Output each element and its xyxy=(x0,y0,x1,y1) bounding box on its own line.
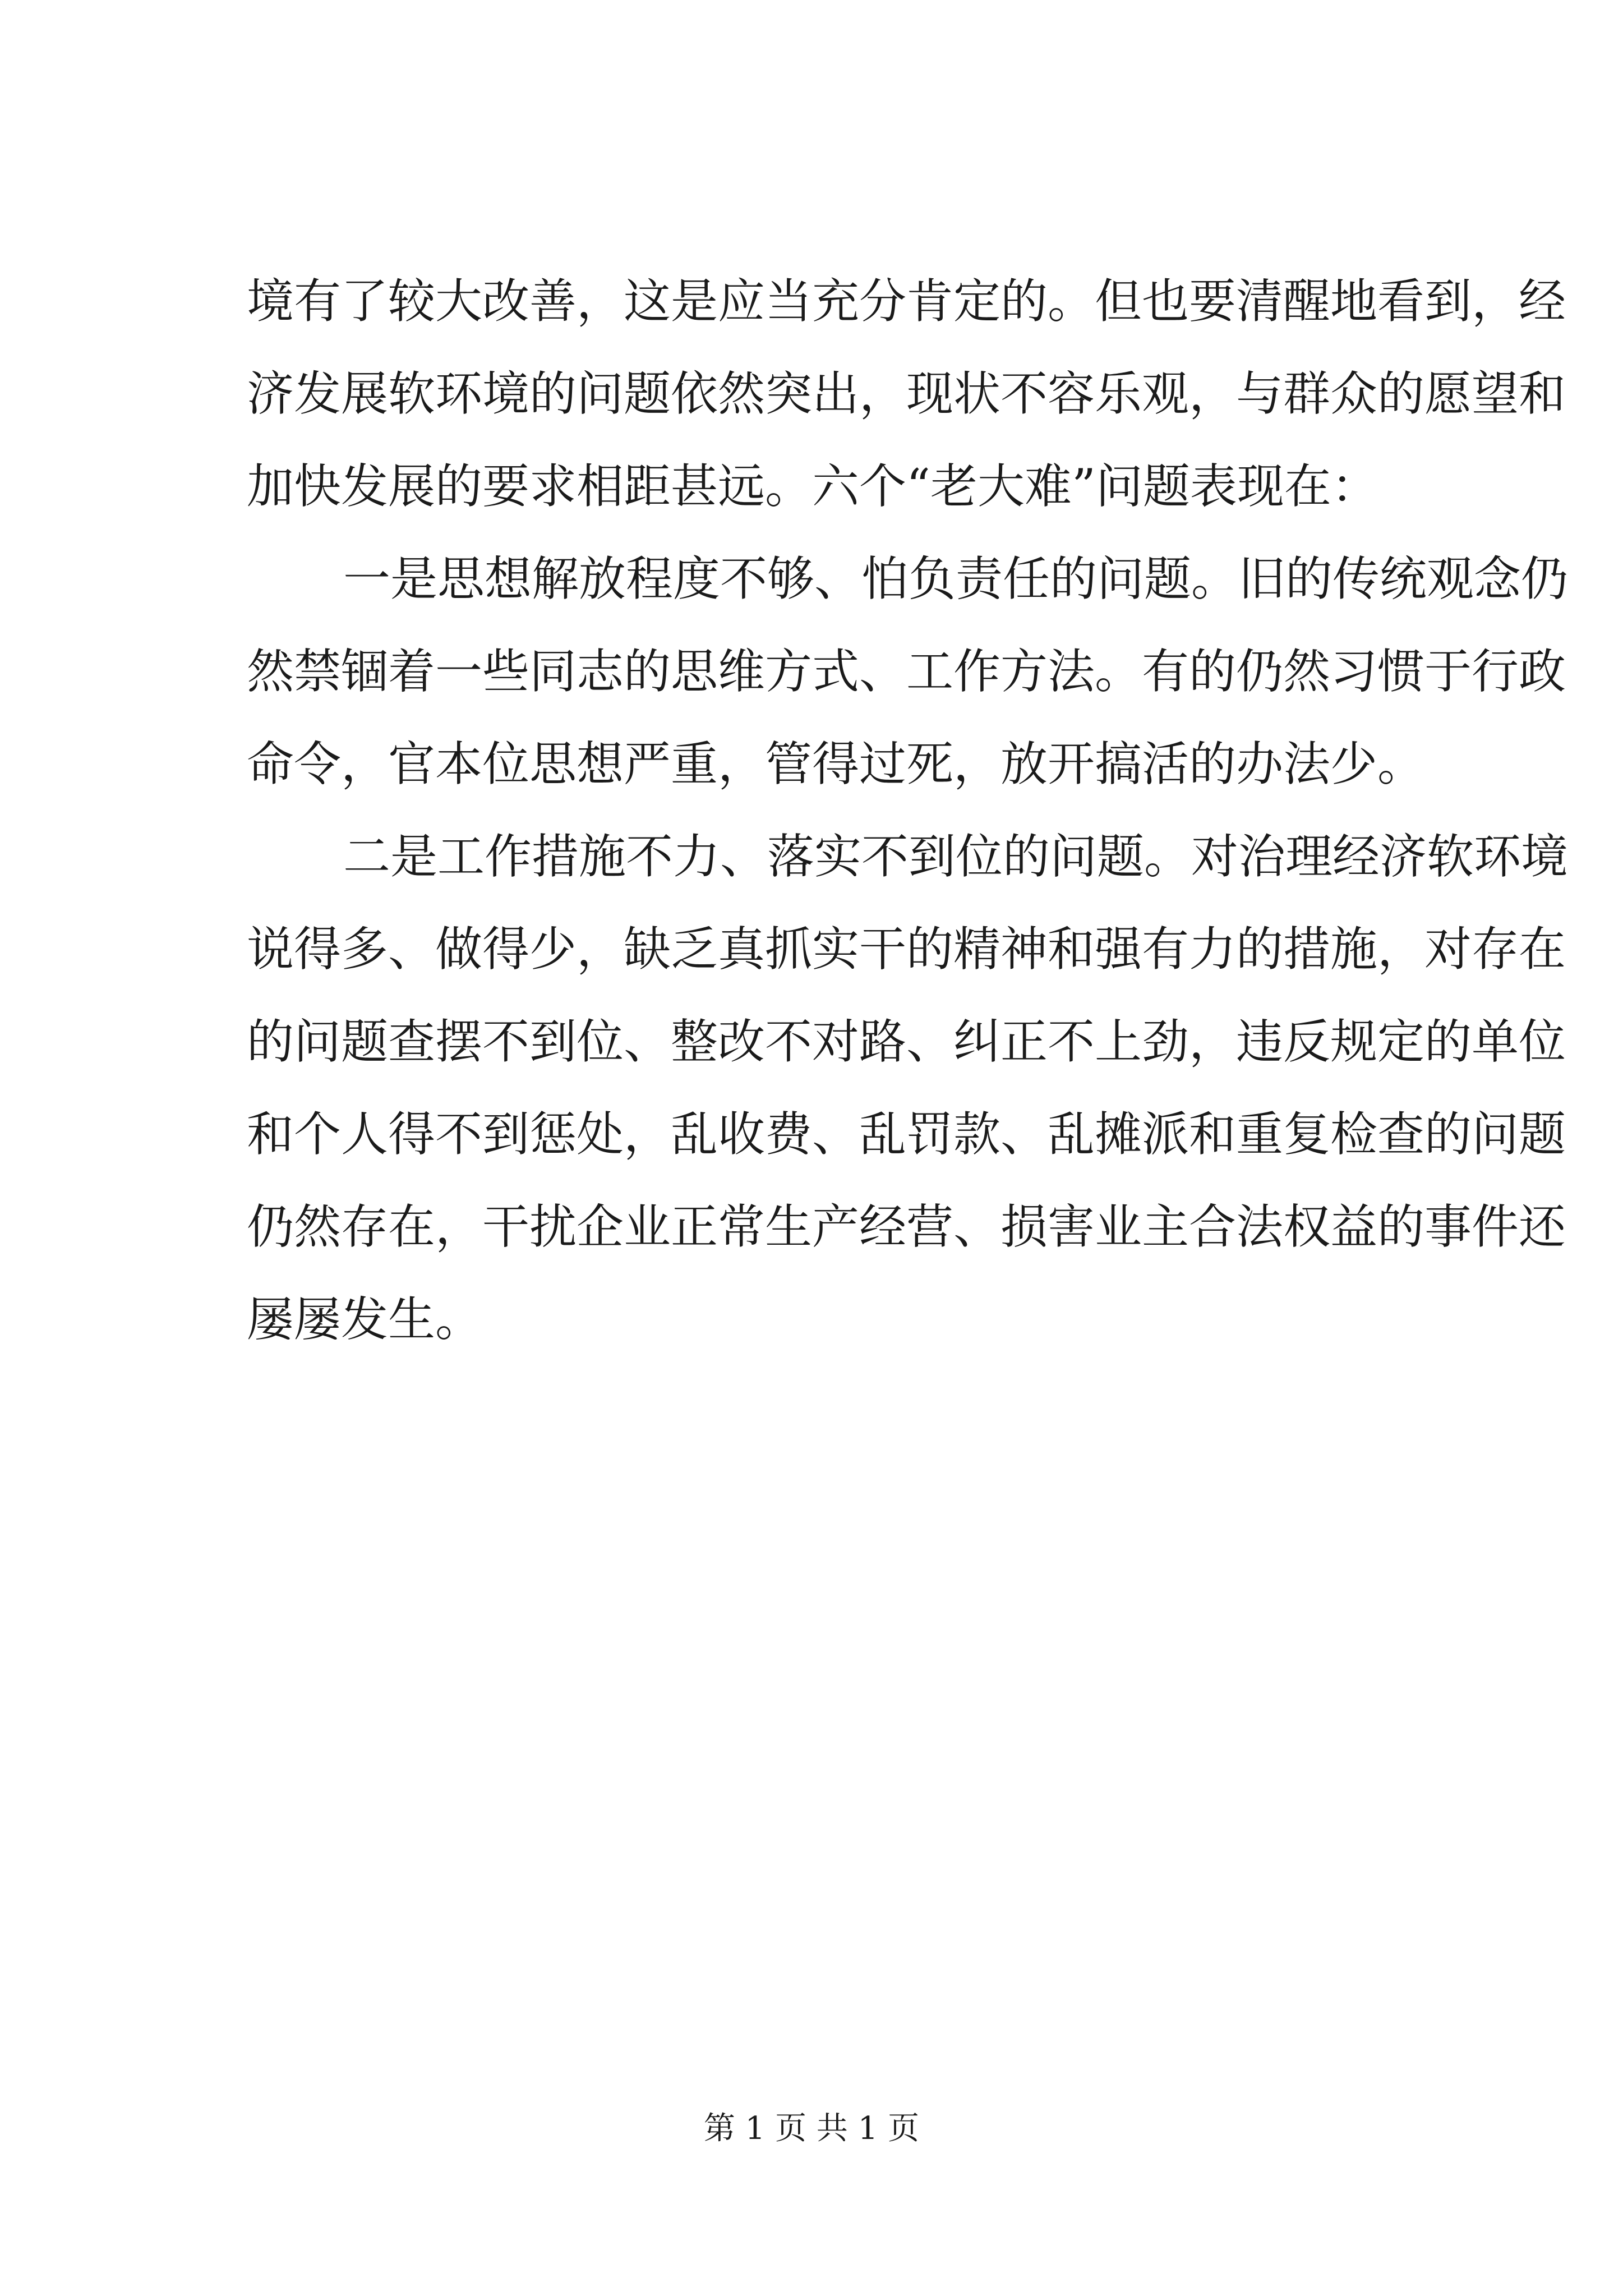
text-line: 境有了较大改善，这是应当充分肯定的。但也要清醒地看到，经 xyxy=(247,274,1566,329)
page-number-footer: 第 1 页 共 1 页 xyxy=(703,2110,920,2147)
text-line: 加快发展的要求相距甚远。六个“老大难”问题表现在： xyxy=(247,459,1378,514)
text-line: 和个人得不到惩处，乱收费、乱罚款、乱摊派和重复检查的问题 xyxy=(247,1107,1566,1162)
body-text xyxy=(247,255,1569,1366)
paragraph-point-one xyxy=(247,533,1569,811)
paragraph-intro-continued xyxy=(247,255,1566,533)
text-line: 的问题查摆不到位、整改不对路、纠正不上劲，违反规定的单位 xyxy=(247,1014,1566,1069)
text-line: 说得多、做得少，缺乏真抓实干的精神和强有力的措施，对存在 xyxy=(247,922,1566,977)
text-line: 然禁锢着一些同志的思维方式、工作方法。有的仍然习惯于行政 xyxy=(247,644,1566,699)
text-line: 屡屡发生。 xyxy=(247,1292,483,1347)
text-line: 济发展软环境的问题依然突出，现状不容乐观，与群众的愿望和 xyxy=(247,366,1566,421)
text-line: 一是思想解放程度不够、怕负责任的问题。旧的传统观念仍 xyxy=(343,551,1569,606)
text-line: 命令，官本位思想严重，管得过死，放开搞活的办法少。 xyxy=(247,737,1425,792)
paragraph-point-two xyxy=(247,811,1569,1366)
text-line: 仍然存在，干扰企业正常生产经营、损害业主合法权益的事件还 xyxy=(247,1199,1566,1254)
text-line: 二是工作措施不力、落实不到位的问题。对治理经济软环境 xyxy=(343,829,1569,884)
